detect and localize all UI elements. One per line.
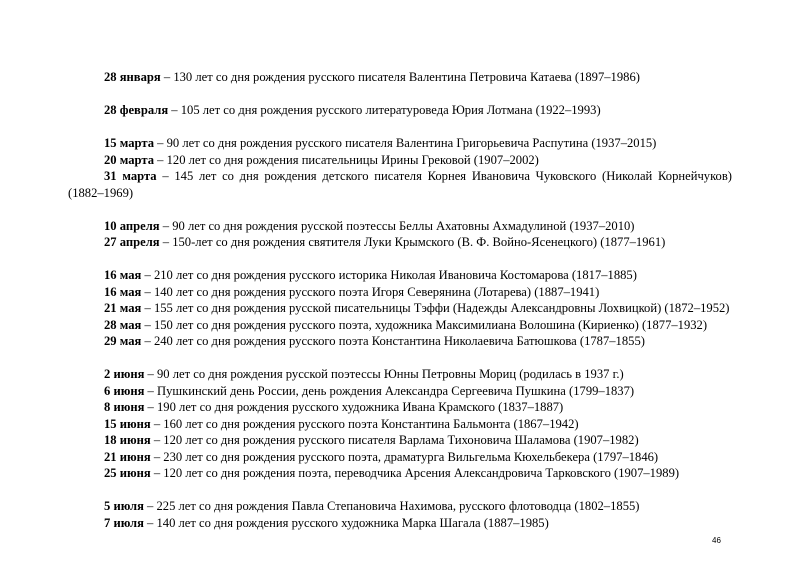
list-item — [68, 317, 732, 334]
entry-date: 15 июня — [104, 416, 151, 431]
group-june — [68, 366, 732, 482]
entry-text: – 150-лет со дня рождения святителя Луки Крымского (В. Ф. Войно-Ясенецкого) (1877–1961) — [159, 235, 666, 249]
entry-text: – 145 лет со дня рождения детского писателя Корнея Ивановича Чуковского (Николай Корнейчуков) (1882–1969) — [68, 169, 732, 200]
list-item — [68, 135, 732, 152]
entry-text: – 140 лет со дня рождения русского поэта Игоря Северянина (Лотарева) (1887–1941) — [141, 284, 600, 299]
entry-text: – 190 лет со дня рождения русского художника Ивана Крамского (1837–1887) — [144, 400, 564, 414]
entry-date: 21 июня — [104, 449, 151, 464]
list-item — [68, 366, 732, 383]
group-january — [68, 69, 732, 86]
group-february — [68, 102, 732, 119]
entry-date: 29 мая — [104, 334, 142, 348]
entry-date: 18 июня — [104, 433, 151, 447]
list-item — [68, 267, 732, 284]
list-item — [68, 69, 732, 86]
entry-text: – 140 лет со дня рождения русского художника Марка Шагала (1887–1985) — [143, 515, 549, 530]
entry-text: – 90 лет со дня рождения русской поэтессы Беллы Ахатовны Ахмадулиной (1937–2010) — [159, 218, 635, 233]
page-number: 46 — [712, 536, 721, 545]
list-item — [68, 168, 732, 201]
list-item — [68, 432, 732, 449]
entry-text: – 90 лет со дня рождения русской поэтессы Юнны Петровны Мориц (родилась в 1937 г.) — [144, 367, 624, 381]
entry-text: – 230 лет со дня рождения русского поэта, драматурга Вильгельма Кюхельбекера (1797–1846) — [150, 449, 659, 464]
entry-date: 5 июля — [104, 499, 144, 513]
entry-text: – 155 лет со дня рождения русской писательницы Тэффи (Надежды Александровны Лохвицкой) (1872–1952) — [141, 301, 730, 315]
list-item — [68, 102, 732, 119]
entry-text: – 90 лет со дня рождения русского писателя Валентина Григорьевича Распутина (1937–2015) — [154, 136, 657, 150]
entry-text: – 210 лет со дня рождения русского историка Николая Ивановича Костомарова (1817–1885) — [141, 268, 637, 282]
list-item — [68, 465, 732, 482]
entry-date: 28 января — [104, 70, 161, 84]
entry-date: 16 мая — [104, 268, 142, 282]
entry-date: 15 марта — [104, 136, 155, 150]
entry-date: 21 мая — [104, 301, 142, 315]
entry-text: – 225 лет со дня рождения Павла Степановича Нахимова, русского флотоводца (1802–1855) — [143, 499, 640, 513]
list-item — [68, 449, 732, 466]
entry-date: 10 апреля — [104, 218, 160, 233]
group-july — [68, 498, 732, 531]
document-page — [68, 69, 732, 548]
entry-date: 28 мая — [104, 317, 142, 332]
list-item — [68, 515, 732, 532]
entry-date: 2 июня — [104, 367, 145, 381]
entry-date: 6 июня — [104, 383, 145, 398]
list-item — [68, 399, 732, 416]
entry-date: 7 июля — [104, 515, 144, 530]
list-item — [68, 234, 732, 251]
entry-date: 16 мая — [104, 284, 142, 299]
list-item — [68, 284, 732, 301]
group-april — [68, 218, 732, 251]
entry-date: 28 февраля — [104, 103, 169, 117]
entry-text: – Пушкинский день России, день рождения Александра Сергеевича Пушкина (1799–1837) — [144, 383, 635, 398]
entry-text: – 130 лет со дня рождения русского писателя Валентина Петровича Катаева (1897–1986) — [160, 70, 640, 84]
entry-text: – 150 лет со дня рождения русского поэта, художника Максимилиана Волошина (Кириенко) (1877–1932) — [141, 317, 708, 332]
entry-date: 27 апреля — [104, 235, 160, 249]
list-item — [68, 333, 732, 350]
entry-date: 25 июня — [104, 466, 151, 480]
entry-text: – 240 лет со дня рождения русского поэта Константина Николаевича Батюшкова (1787–1855) — [141, 334, 645, 348]
entry-text: – 120 лет со дня рождения писательницы Ирины Грековой (1907–2002) — [154, 152, 539, 167]
entry-text: – 160 лет со дня рождения русского поэта Константина Бальмонта (1867–1942) — [150, 416, 579, 431]
entry-text: – 120 лет со дня рождения поэта, переводчика Арсения Александровича Тарковского (1907–1989) — [150, 466, 680, 480]
list-item — [68, 383, 732, 400]
entry-text: – 105 лет со дня рождения русского литературоведа Юрия Лотмана (1922–1993) — [168, 103, 601, 117]
entry-text: – 120 лет со дня рождения русского писателя Варлама Тихоновича Шаламова (1907–1982) — [150, 433, 639, 447]
group-march — [68, 135, 732, 201]
list-item — [68, 498, 732, 515]
group-may — [68, 267, 732, 350]
entry-date: 31 марта — [104, 169, 157, 183]
entry-date: 20 марта — [104, 152, 155, 167]
list-item — [68, 416, 732, 433]
list-item — [68, 300, 732, 317]
entry-date: 8 июня — [104, 400, 145, 414]
list-item — [68, 152, 732, 169]
list-item — [68, 218, 732, 235]
